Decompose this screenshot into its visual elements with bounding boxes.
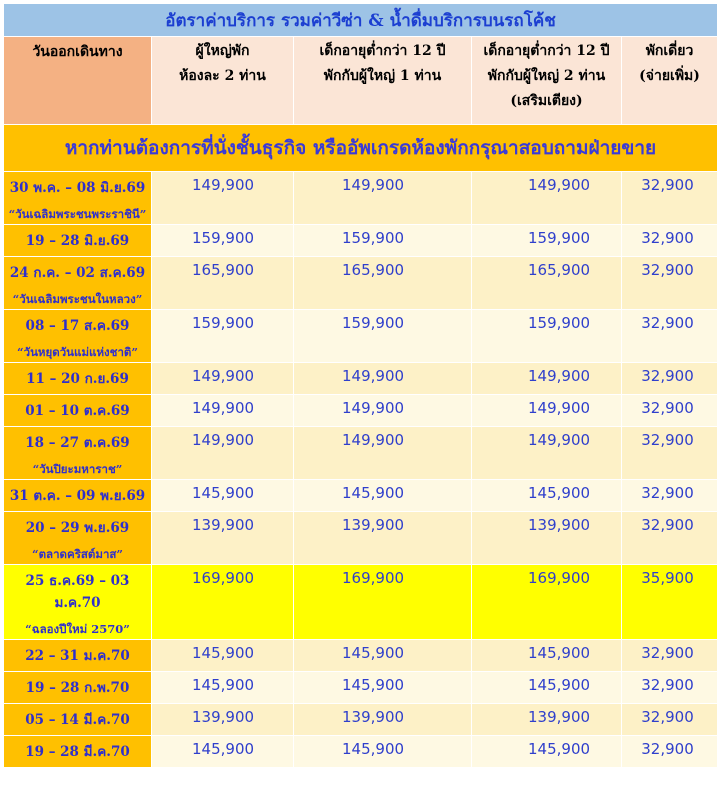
departure-date-cell <box>4 225 152 257</box>
table-row <box>4 310 718 363</box>
price-rows <box>4 172 718 768</box>
departure-date: 01 – 10 ต.ค.69 <box>25 403 130 419</box>
departure-date-cell <box>4 427 152 480</box>
departure-date-cell <box>4 672 152 704</box>
price-table <box>3 3 718 768</box>
price-single-supplement: 32,900 <box>622 172 718 225</box>
price-adult: 149,900 <box>152 395 294 427</box>
price-adult: 149,900 <box>152 427 294 480</box>
header-child-one-adult <box>294 37 472 125</box>
table-row <box>4 565 718 640</box>
price-single-supplement: 32,900 <box>622 640 718 672</box>
departure-date-cell <box>4 257 152 310</box>
table-row <box>4 640 718 672</box>
holiday-note: “ฉลองปีใหม่ 2570” <box>25 622 130 636</box>
departure-date-cell <box>4 736 152 768</box>
table-row <box>4 427 718 480</box>
price-adult: 149,900 <box>152 363 294 395</box>
price-adult: 145,900 <box>152 640 294 672</box>
header-single <box>622 37 718 125</box>
table-row <box>4 704 718 736</box>
table-row <box>4 480 718 512</box>
price-child-one-adult: 149,900 <box>294 395 472 427</box>
price-child-two-adults: 139,900 <box>472 512 622 565</box>
departure-date: 30 พ.ค. – 08 มิ.ย.69 <box>9 180 146 196</box>
header-adult-line1: ผู้ใหญ่พัก <box>195 43 250 59</box>
price-single-supplement: 32,900 <box>622 395 718 427</box>
departure-date: 19 – 28 มิ.ย.69 <box>25 233 130 249</box>
holiday-note: “วันปิยะมหาราช” <box>32 462 123 476</box>
price-single-supplement: 32,900 <box>622 512 718 565</box>
price-child-one-adult: 145,900 <box>294 640 472 672</box>
departure-date: 05 – 14 มี.ค.70 <box>25 712 130 728</box>
departure-date-cell <box>4 704 152 736</box>
table-row <box>4 395 718 427</box>
price-single-supplement: 32,900 <box>622 225 718 257</box>
price-single-supplement: 32,900 <box>622 480 718 512</box>
table-row <box>4 257 718 310</box>
price-single-supplement: 32,900 <box>622 363 718 395</box>
departure-date-cell <box>4 363 152 395</box>
departure-date: 20 – 29 พ.ย.69 <box>25 520 130 536</box>
price-child-one-adult: 149,900 <box>294 172 472 225</box>
price-single-supplement: 32,900 <box>622 704 718 736</box>
price-adult: 159,900 <box>152 310 294 363</box>
holiday-note: “วันหยุดวันแม่แห่งชาติ” <box>17 345 138 359</box>
price-single-supplement: 32,900 <box>622 257 718 310</box>
header-adult-line2: ห้องละ 2 ท่าน <box>179 68 266 84</box>
departure-date-cell <box>4 512 152 565</box>
price-adult: 139,900 <box>152 704 294 736</box>
departure-date: 22 – 31 ม.ค.70 <box>25 648 130 664</box>
price-child-two-adults: 165,900 <box>472 257 622 310</box>
departure-date-cell <box>4 172 152 225</box>
price-child-two-adults: 149,900 <box>472 427 622 480</box>
table-row <box>4 225 718 257</box>
departure-date-cell <box>4 640 152 672</box>
price-child-one-adult: 145,900 <box>294 480 472 512</box>
table-row <box>4 512 718 565</box>
departure-date-cell <box>4 565 152 640</box>
price-child-one-adult: 139,900 <box>294 512 472 565</box>
header-single-line2: (จ่ายเพิ่ม) <box>639 68 700 84</box>
price-adult: 165,900 <box>152 257 294 310</box>
holiday-note: “วันเฉลิมพระชนในหลวง” <box>12 292 143 306</box>
departure-date-cell <box>4 395 152 427</box>
header-departure: วันออกเดินทาง <box>4 37 152 125</box>
table-row <box>4 172 718 225</box>
price-child-two-adults: 139,900 <box>472 704 622 736</box>
price-table-container <box>3 3 717 768</box>
price-adult: 145,900 <box>152 480 294 512</box>
price-child-two-adults: 145,900 <box>472 480 622 512</box>
price-adult: 159,900 <box>152 225 294 257</box>
price-child-two-adults: 159,900 <box>472 310 622 363</box>
holiday-note: “ตลาดคริสต์มาส” <box>31 547 124 561</box>
price-child-one-adult: 165,900 <box>294 257 472 310</box>
price-child-one-adult: 159,900 <box>294 310 472 363</box>
price-child-two-adults: 145,900 <box>472 672 622 704</box>
price-child-one-adult: 149,900 <box>294 363 472 395</box>
price-child-one-adult: 159,900 <box>294 225 472 257</box>
table-row <box>4 363 718 395</box>
departure-date: 24 ก.ค. – 02 ส.ค.69 <box>9 265 146 281</box>
header-child2-line1: เด็กอายุต่ำกว่า 12 ปี <box>483 43 610 59</box>
header-child1-line1: เด็กอายุต่ำกว่า 12 ปี <box>319 43 446 59</box>
price-child-two-adults: 145,900 <box>472 640 622 672</box>
price-child-two-adults: 149,900 <box>472 363 622 395</box>
price-single-supplement: 32,900 <box>622 672 718 704</box>
price-child-two-adults: 149,900 <box>472 395 622 427</box>
price-child-two-adults: 159,900 <box>472 225 622 257</box>
holiday-note: “วันเฉลิมพระชนพระราชินี” <box>8 207 147 221</box>
price-single-supplement: 32,900 <box>622 736 718 768</box>
price-adult: 169,900 <box>152 565 294 640</box>
departure-date: 11 – 20 ก.ย.69 <box>26 371 129 387</box>
departure-date: 08 – 17 ส.ค.69 <box>25 318 130 334</box>
price-child-two-adults: 145,900 <box>472 736 622 768</box>
departure-date: 19 – 28 ก.พ.70 <box>25 680 130 696</box>
price-adult: 145,900 <box>152 672 294 704</box>
header-adult <box>152 37 294 125</box>
header-child1-line2: พักกับผู้ใหญ่ 1 ท่าน <box>323 68 442 84</box>
price-child-one-adult: 139,900 <box>294 704 472 736</box>
price-single-supplement: 32,900 <box>622 427 718 480</box>
table-row <box>4 736 718 768</box>
header-single-line1: พักเดี่ยว <box>645 43 694 59</box>
price-child-one-adult: 169,900 <box>294 565 472 640</box>
price-adult: 149,900 <box>152 172 294 225</box>
price-adult: 145,900 <box>152 736 294 768</box>
departure-date: 19 – 28 มี.ค.70 <box>25 744 130 760</box>
header-child2-line3: (เสริมเตียง) <box>510 93 583 109</box>
departure-date-cell <box>4 480 152 512</box>
departure-date: 31 ต.ค. – 09 พ.ย.69 <box>9 488 146 504</box>
departure-date: 18 – 27 ต.ค.69 <box>25 435 130 451</box>
header-child-two-adults <box>472 37 622 125</box>
departure-date-cell <box>4 310 152 363</box>
price-child-two-adults: 149,900 <box>472 172 622 225</box>
header-child2-line2: พักกับผู้ใหญ่ 2 ท่าน <box>487 68 606 84</box>
price-single-supplement: 35,900 <box>622 565 718 640</box>
price-child-one-adult: 149,900 <box>294 427 472 480</box>
price-adult: 139,900 <box>152 512 294 565</box>
table-row <box>4 672 718 704</box>
price-child-one-adult: 145,900 <box>294 736 472 768</box>
table-title: อัตราค่าบริการ รวมค่าวีซ่า & น้ำดื่มบริการบนรถโค้ช <box>4 4 718 37</box>
price-child-two-adults: 169,900 <box>472 565 622 640</box>
price-single-supplement: 32,900 <box>622 310 718 363</box>
business-class-notice: หากท่านต้องการที่นั่งชั้นธุรกิจ หรืออัพเกรดห้องพักกรุณาสอบถามฝ่ายขาย <box>4 125 718 172</box>
departure-date: 25 ธ.ค.69 – 03 ม.ค.70 <box>25 573 130 611</box>
price-child-one-adult: 145,900 <box>294 672 472 704</box>
